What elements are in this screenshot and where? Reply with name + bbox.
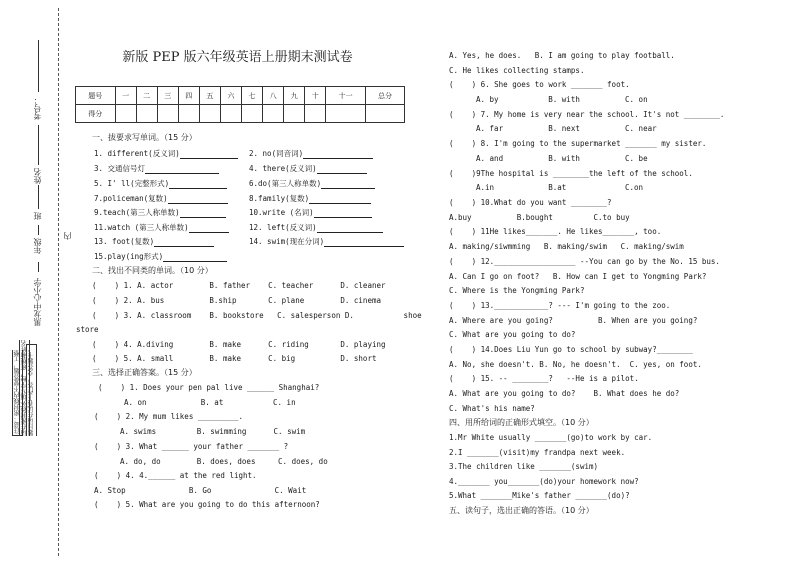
q4-blank[interactable] [317,165,367,174]
odd-one-1: ( ) 1. A. actor B. father C. teacher D. cleaner [92,281,386,290]
choice-8-options: A. and B. with C. be [476,154,648,163]
q14-prompt: 14. swim(现在分词) [249,237,325,246]
q10-blank[interactable] [314,209,372,218]
name-label: 姓名 [33,168,42,184]
q12-prompt: 12. left(反义词) [249,223,317,232]
grade-line [38,225,39,235]
note-line-2: 请在密封线外填写学校、班级和姓名 [21,340,28,436]
score-table [75,86,405,123]
q2-blank[interactable] [303,150,373,159]
choice-7: ( ) 7. My home is very near the school. It's not ________. [449,110,725,119]
choice-1: ( ) 1. Does your pen pal live ______ Shanghai? [98,383,320,392]
q7-prompt: 7.policeman(复数) [94,194,168,203]
score-header-cell: 四 [178,87,199,105]
choice-4-options: A. Stop B. Go C. Wait [94,486,307,495]
choice-12-option-c: C. Where is the Yongming Park? [449,286,585,295]
exam-title: 新版 PEP 版六年级英语上册期末测试卷 [122,50,353,65]
fill-1: 1.Mr White usually _______(go)to work by car. [449,433,653,442]
odd-one-4: ( ) 4. A.diving B. make C. riding D. playing [92,340,386,349]
choice-14-options: A. No, she doesn't. B. No, he doesn't. C. yes, on foot. [449,360,702,369]
q8-blank[interactable] [309,195,371,204]
choice-15-options-ab: A. What are you going to do? B. What does he do? [449,389,680,398]
seal-dashed-line [58,8,59,556]
q8-prompt: 8.family(复数) [249,194,310,203]
choice-12-options-ab: A. Can I go on foot? B. How can I get to Yongming Park? [449,272,707,281]
score-cell[interactable] [178,105,199,123]
note-line-3: 题目请在试卷上作答，交答题卡。 [28,346,35,436]
section-4-heading: 四、用所给词的正确形式填空。（10 分） [449,418,594,427]
score-cell[interactable] [220,105,241,123]
score-header-cell: 总分 [366,87,405,105]
odd-one-2: ( ) 2. A. bus B.ship C. plane D. cinema [92,296,381,305]
q3-blank[interactable] [145,165,219,174]
q5-prompt: 5. I' ll(完整形式) [94,179,170,188]
class-line [38,185,39,209]
score-header-cell: 七 [242,87,263,105]
q12-blank[interactable] [317,224,383,233]
class-label: 班 [33,212,42,220]
score-cell[interactable] [115,105,136,123]
score-header-cell: 八 [263,87,284,105]
q9-blank[interactable] [180,209,226,218]
odd-one-3-cont: store [76,325,99,334]
section-2-heading: 二、找出不同类的单词。（10 分） [92,266,213,275]
choice-11: ( ) 11He likes_______. He likes_______, too. [449,227,662,236]
choice-11-options: A. making/siwmming B. making/swim C. making/swim [449,242,684,251]
q11-blank[interactable] [189,224,229,233]
fill-3: 3.The children like _______(swim) [449,462,599,471]
score-cell[interactable] [284,105,305,123]
sealing-note [14,340,35,436]
grade-label: 年级 [33,238,42,254]
choice-3-options: A. do, do B. does, does C. does, do [120,457,328,466]
q14-blank[interactable] [324,238,404,247]
q1-prompt: 1. different(反义词) [94,149,180,158]
q6-blank[interactable] [321,180,375,189]
choice-13-options-ab: A. Where are you going? B. When are you going? [449,316,698,325]
score-header-cell: 三 [157,87,178,105]
binding-strip [0,0,72,562]
choice-14: ( ) 14.Does Liu Yun go to school by subway?________ [449,345,693,354]
choice-15-option-c: C. What's his name? [449,404,535,413]
choice-10-options: A.buy B.bought C.to buy [449,213,630,222]
q1-blank[interactable] [180,150,238,159]
choice-4: ( ) 4. 4.______ at the red light. [94,471,257,480]
section-3-heading: 三、选择正确答案。（15 分） [92,368,197,377]
choice-13: ( ) 13.____________? --- I'm going to the zoo. [449,301,671,310]
choice-9: ( )9The hospital is ________the left of the school. [449,169,693,178]
choice-3: ( ) 3. What ______ your father _______ ? [94,442,289,451]
name-line [38,125,39,165]
q13-prompt: 13. foot(复数) [94,237,155,246]
fill-5: 5.What _______Mike's father _______(do)? [449,491,630,500]
choice-13-option-c: C. What are you going to do? [449,330,576,339]
score-header-cell: 六 [220,87,241,105]
q3-prompt: 3. 交通信号灯 [94,164,146,173]
choice-8: ( ) 8. I'm going to the supermarket _______ my sister. [449,139,707,148]
score-cell[interactable] [366,105,405,123]
q7-blank[interactable] [168,195,228,204]
q6-prompt: 6.do(第三人称单数) [249,179,322,188]
choice-5-options-ab: A. Yes, he does. B. I am going to play football. [449,51,675,60]
choice-5: ( ) 5. What are you going to do this afternoon? [94,500,320,509]
q15-blank[interactable] [163,253,227,262]
score-value-row [76,105,405,123]
score-cell[interactable] [242,105,263,123]
score-header-cell: 十 [305,87,326,105]
section-1-heading: 一、拔要求写单词。（15 分） [92,133,197,142]
choice-5-option-c: C. He likes collecting stamps. [449,66,585,75]
score-header-cell: 一 [115,87,136,105]
exam-no-label: 考号： [33,96,42,120]
score-cell[interactable] [157,105,178,123]
score-cell[interactable] [263,105,284,123]
section-5-heading: 五、读句子，选出正确的答语。（10 分） [449,506,594,515]
score-cell[interactable] [136,105,157,123]
score-header-cell: 十一 [326,87,366,105]
q9-prompt: 9.teach(第三人称单数) [94,208,180,217]
q13-blank[interactable] [154,238,214,247]
choice-12: ( ) 12.__________________ --You can go by the No. 15 bus. [449,257,720,266]
choice-15: ( ) 15. -- ________? --He is a pilot. [449,374,639,383]
q10-prompt: 10.write (名词) [249,208,314,217]
odd-one-3: ( ) 3. A. classroom B. bookstore C. salesperson D. shoe [92,311,422,320]
q2-prompt: 2. no(同音词) [249,149,304,158]
fill-4: 4._______ you_______(do)your homework now? [449,477,639,486]
odd-one-5: ( ) 5. A. small B. make C. big D. short [92,354,377,363]
choice-2-options: A. swims B. swimming C. swim [120,427,306,436]
fill-2: 2.I _______(visit)my frandpa next week. [449,448,626,457]
school-line [38,262,39,272]
choice-1-options: A. on B. at C. in [124,398,296,407]
choice-6-options: A. by B. with C. on [476,95,648,104]
score-header-cell: 九 [284,87,305,105]
q4-prompt: 4. there(反义词) [249,164,317,173]
score-cell[interactable] [199,105,220,123]
note-line-1: 注意：密封线内不要答题，工整 [14,350,21,434]
inner-label: 内 [63,232,72,240]
score-cell[interactable] [305,105,326,123]
q5-blank[interactable] [169,180,227,189]
score-header-cell: 题号 [76,87,116,105]
choice-9-options: A.in B.at C.on [476,183,644,192]
choice-2: ( ) 2. My mum likes _________. [94,412,244,421]
score-row-label: 得分 [76,105,116,123]
exam-no-line [38,40,39,92]
choice-7-options: A. far B. next C. near [476,124,657,133]
school-label: 黑龙中心小学 [33,278,42,326]
choice-10: ( ) 10.What do you want ________? [449,198,612,207]
score-cell[interactable] [326,105,366,123]
q11-prompt: 11.watch (第三人称单数) [94,223,189,232]
score-header-cell: 二 [136,87,157,105]
score-header-cell: 五 [199,87,220,105]
q15-prompt: 15.play(ing形式) [94,252,164,261]
choice-6: ( ) 6. She goes to work _______ foot. [449,80,630,89]
score-header-row [76,87,405,105]
